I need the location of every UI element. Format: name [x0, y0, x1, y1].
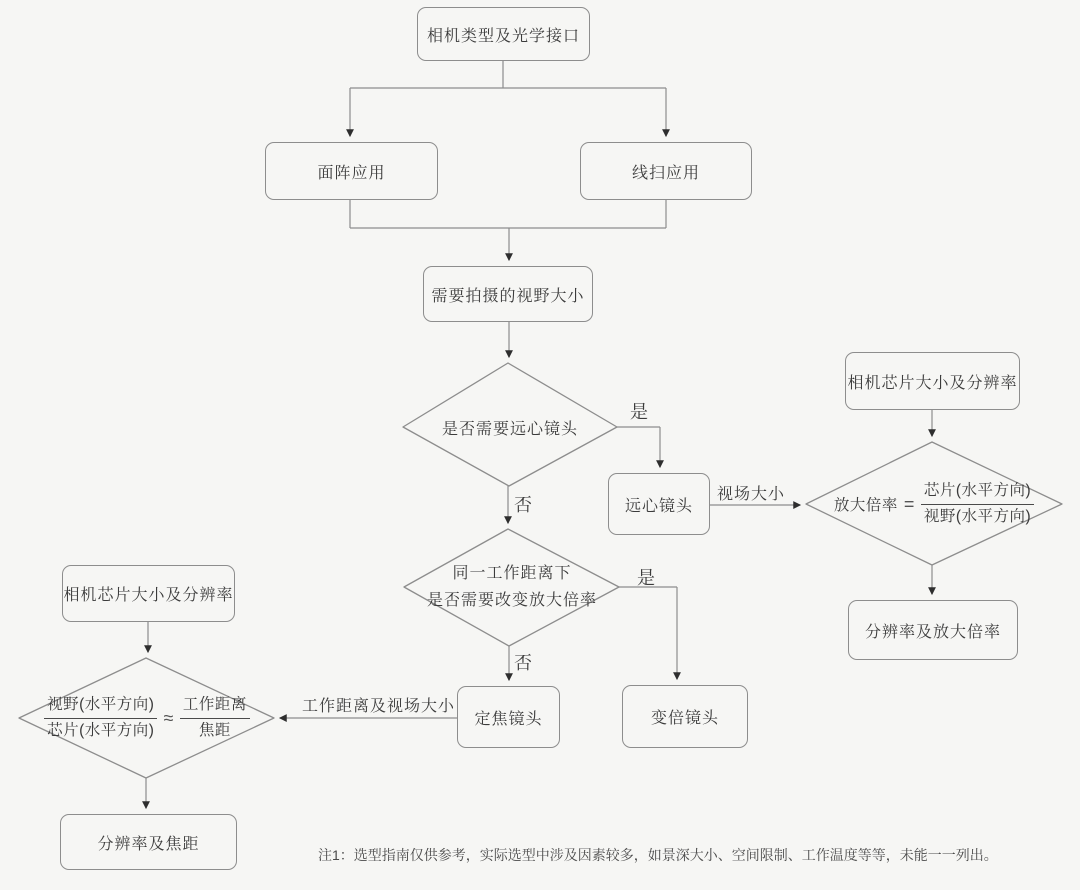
node-area-scan: 面阵应用: [265, 142, 438, 200]
decision-magnification-label: [404, 560, 620, 614]
wd-focal-fraction: [180, 695, 250, 742]
node-result-focal: 分辨率及焦距: [60, 814, 237, 870]
node-chip-right: 相机芯片大小及分辨率: [845, 352, 1020, 410]
label-telecentric-no: 否: [514, 495, 533, 515]
node-telecentric-lens: 远心镜头: [608, 473, 710, 535]
magnification-formula: [808, 462, 1060, 546]
node-fov-size: 需要拍摄的视野大小: [423, 266, 593, 322]
node-chip-left: 相机芯片大小及分辨率: [62, 565, 235, 622]
label-telecentric-yes: 是: [630, 402, 649, 422]
approx-sign: ≈: [163, 707, 174, 728]
chip-denominator: 芯片(水平方向): [47, 721, 155, 739]
fov-chip-fraction: [44, 695, 157, 742]
node-camera-type: 相机类型及光学接口: [417, 7, 590, 61]
magnification-numerator: 芯片(水平方向): [921, 481, 1034, 505]
magnification-fraction: [921, 481, 1034, 528]
equals-sign: =: [903, 493, 915, 514]
fov-numerator: 视野(水平方向): [44, 695, 157, 719]
label-wd-and-fov: 工作距离及视场大小: [302, 698, 456, 715]
decision-magnification-line1: 同一工作距离下: [452, 565, 572, 582]
node-fixed-lens: 定焦镜头: [457, 686, 560, 748]
footnote-text: 注1：选型指南仅供参考，实际选型中涉及因素较多，如景深大小、空间限制、工作温度等等，未能一一列出。: [318, 847, 998, 863]
focal-formula: [21, 674, 273, 762]
magnification-denominator: 视野(水平方向): [923, 507, 1032, 525]
label-magnification-no: 否: [514, 653, 533, 673]
node-result-magnification: 分辨率及放大倍率: [848, 600, 1018, 660]
decision-magnification-line2: 是否需要改变放大倍率: [426, 592, 597, 609]
wd-numerator: 工作距离: [180, 695, 250, 719]
label-fov-size: 视场大小: [717, 486, 786, 503]
node-zoom-lens: 变倍镜头: [622, 685, 748, 748]
node-line-scan: 线扫应用: [580, 142, 752, 200]
focal-denominator: 焦距: [198, 721, 231, 739]
magnification-formula-lhs: 放大倍率: [833, 497, 898, 514]
decision-telecentric-label: 是否需要远心镜头: [441, 421, 578, 438]
label-magnification-yes: 是: [637, 568, 656, 588]
